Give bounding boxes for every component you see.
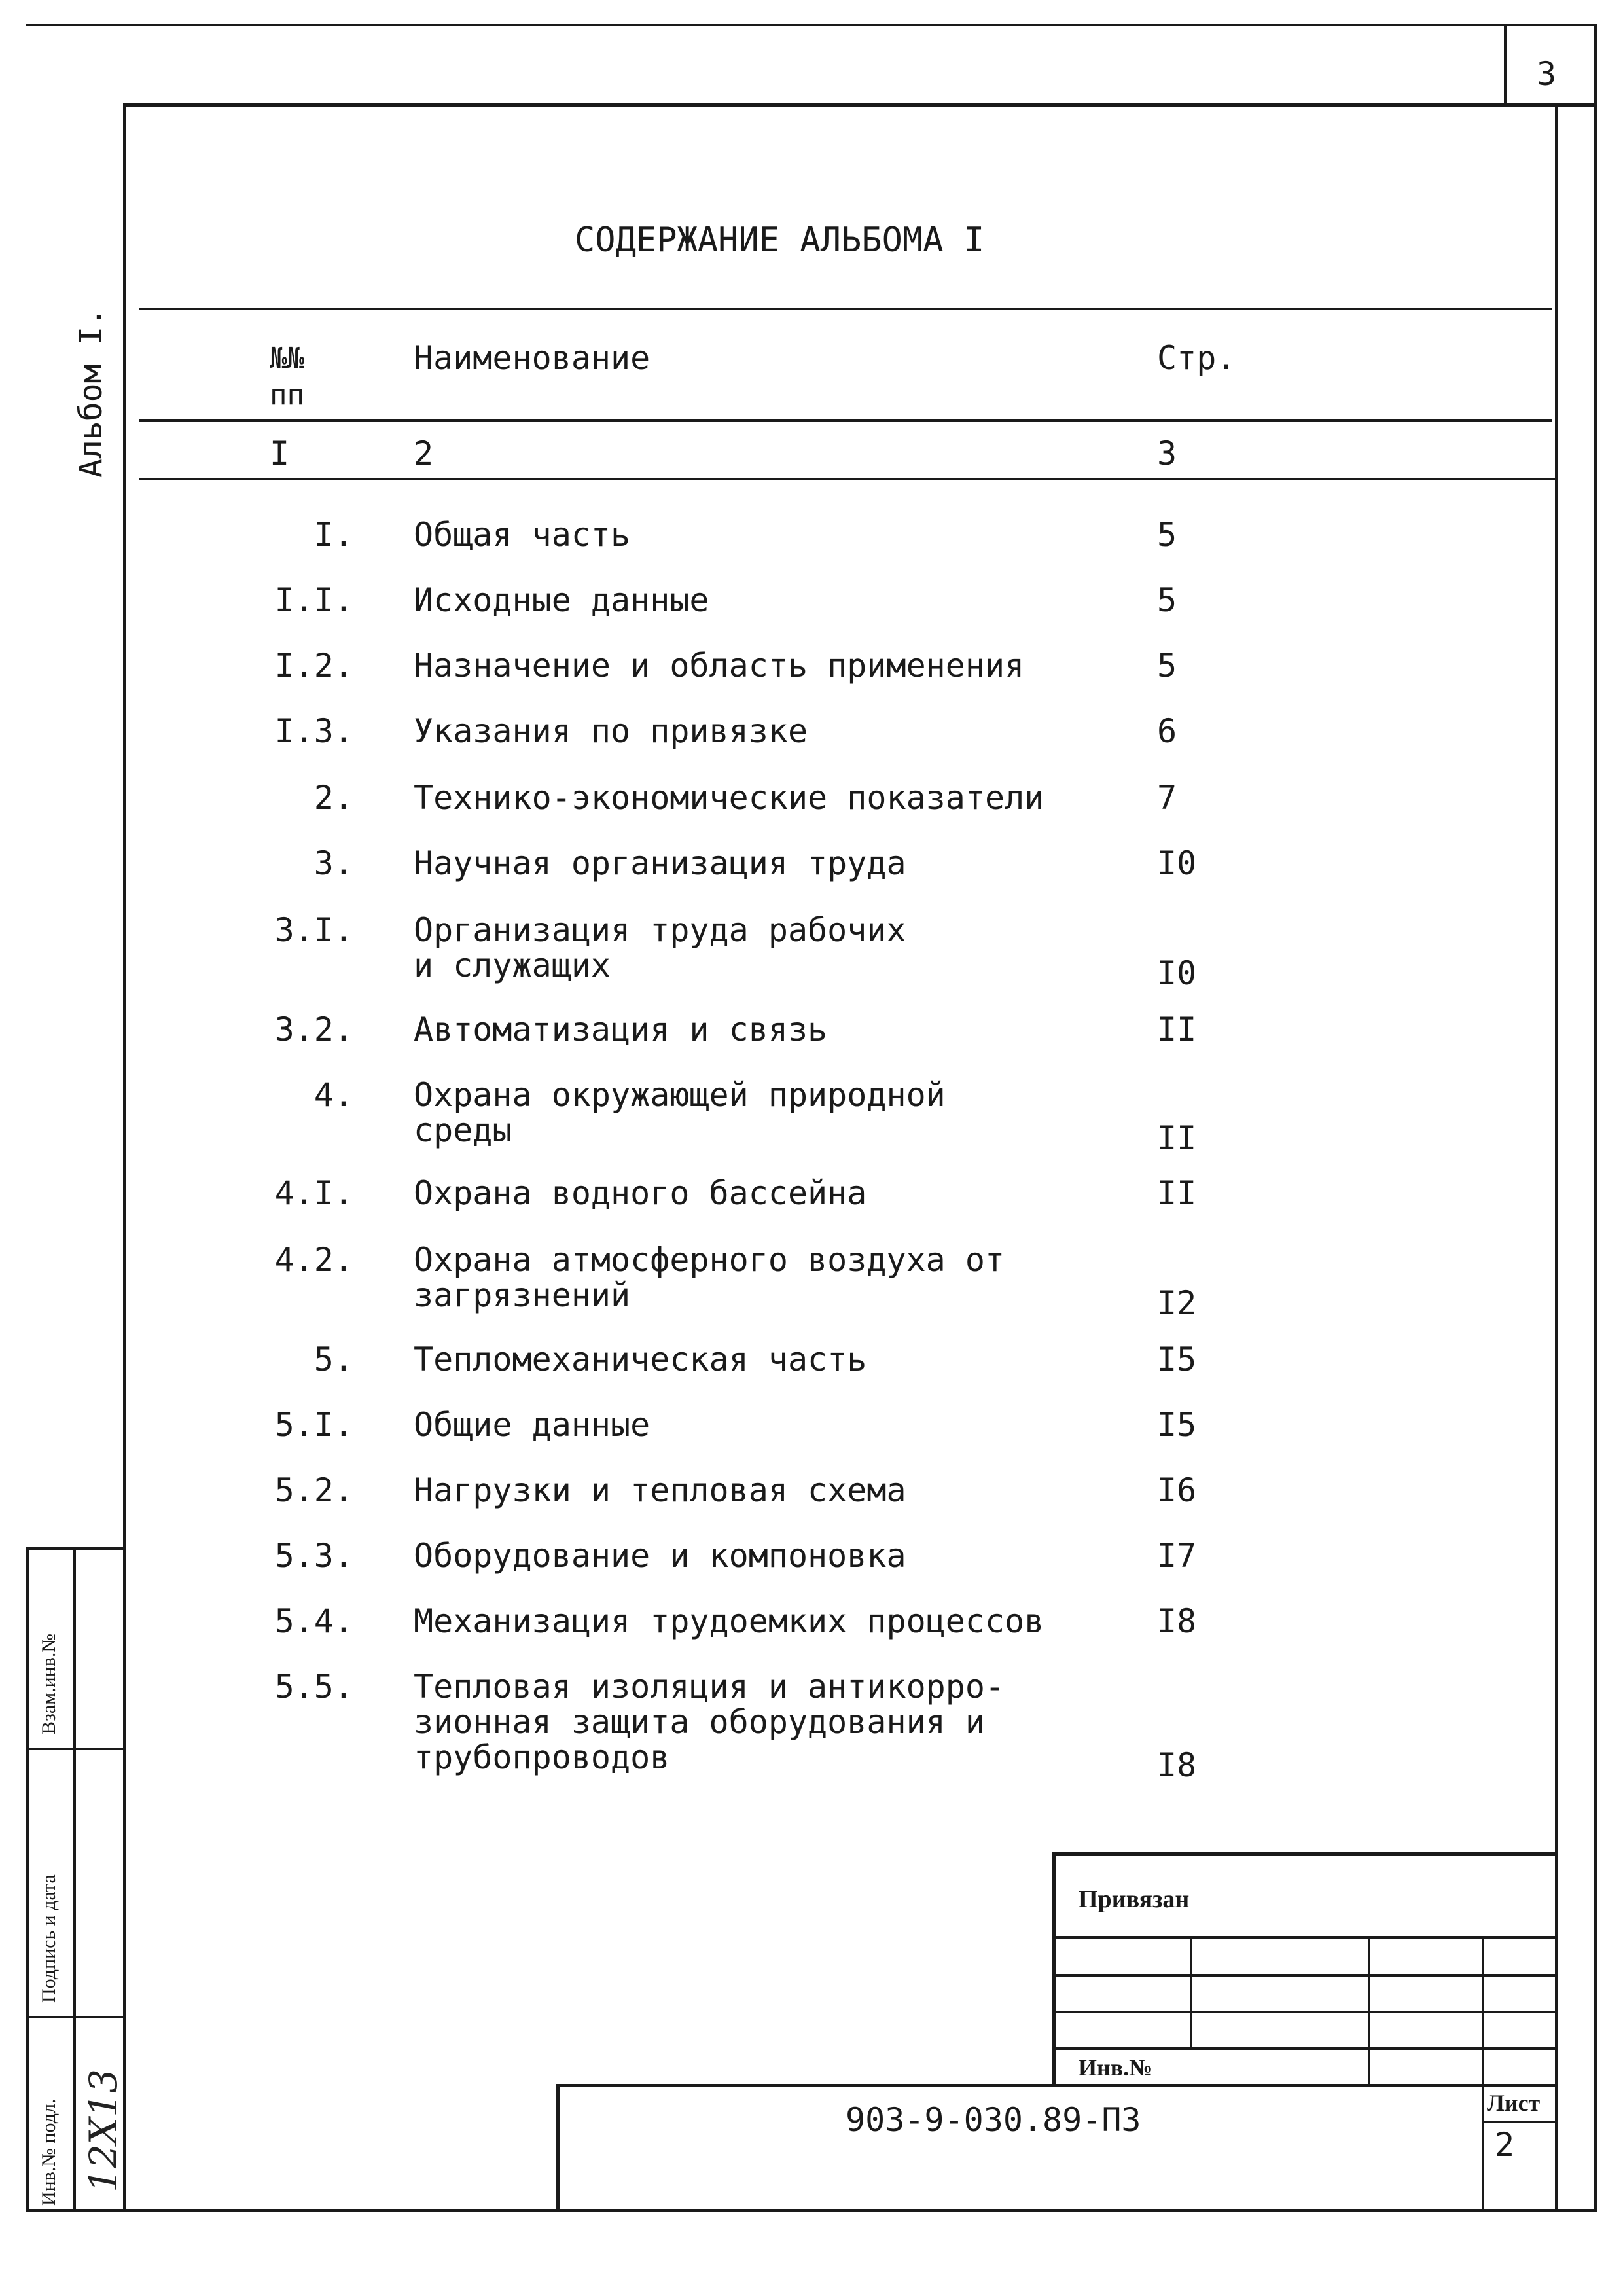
contents-row-number: 3.I. [274,911,353,949]
margin-inv-podl: Инв.№ подл. [38,2098,60,2206]
stamp-grid-col-3 [1482,1936,1484,2085]
contents-row-number: 5.I. [274,1406,353,1444]
contents-row-number: 5.2. [274,1471,353,1509]
table-header-bottom-rule [139,478,1555,480]
contents-row-title: Охрана окружающей природной [414,1076,946,1114]
contents-row-title: Оборудование и компоновка [414,1537,906,1575]
contents-row-title: Охрана водного бассейна [414,1174,867,1212]
contents-row-page: 6 [1157,712,1177,750]
inv-label: Инв.№ [1079,2054,1153,2081]
contents-row-page: I7 [1157,1537,1197,1575]
page-number-box-right [1594,24,1597,105]
sheet-label: Лист [1487,2090,1541,2116]
contents-row-title: Автоматизация и связь [414,1011,828,1049]
document-title: СОДЕРЖАНИЕ АЛЬБОМА I [575,221,985,260]
contents-row-title: Научная организация труда [414,844,906,882]
contents-row-title: Исходные данные [414,581,709,619]
contents-row-title: и служащих [414,946,611,984]
contents-row-page: I5 [1157,1340,1197,1378]
table-header-mid-rule [139,419,1552,422]
page-number: 3 [1537,55,1557,93]
contents-row-page: I6 [1157,1471,1197,1509]
contents-row-title: Тепловая изоляция и антикорро- [414,1668,1005,1706]
contents-row-number: I.3. [274,712,353,750]
contents-row-number: 4. [313,1076,353,1114]
margin-vzam-inv: Взам.инв.№ [38,1633,60,1734]
contents-row-page: I8 [1157,1602,1197,1640]
contents-row-number: 4.I. [274,1174,353,1212]
sheet-row-rule [1482,2121,1558,2123]
margin-strip-rule-2 [26,2016,126,2018]
contents-row-page: 5 [1157,647,1177,685]
header-num: №№ пп [270,342,304,412]
stamp-grid-col-1 [1190,1936,1192,2049]
contents-row-page: 7 [1157,779,1177,817]
header-name: Наименование [414,339,651,377]
margin-podpis-data: Подпись и дата [38,1874,60,2003]
privyazan-label: Привязан [1079,1886,1190,1913]
table-header-top-rule [139,308,1552,310]
contents-row-number: 3.2. [274,1011,353,1049]
contents-row-page: II [1157,1119,1197,1157]
contents-row-page: I0 [1157,844,1197,882]
page-number-box-left [1504,24,1507,105]
contents-row-title: Общая часть [414,516,631,554]
contents-row-number: 5.4. [274,1602,353,1640]
code-block-top-rule [556,2084,1558,2087]
sheet-number: 2 [1495,2126,1515,2164]
frame-left [123,103,126,2212]
margin-strip-top-rule [26,1547,126,1550]
contents-row-number: I.2. [274,647,353,685]
contents-row-title: Назначение и область применения [414,647,1025,685]
frame-top [123,103,1597,107]
index-page: 3 [1157,435,1177,473]
contents-row-title: загрязнений [414,1276,631,1314]
contents-row-title: среды [414,1111,512,1149]
margin-handwritten-number: 12X13 [81,2069,126,2193]
contents-row-title: зионная защита оборудования и [414,1703,985,1741]
contents-row-page: 5 [1157,516,1177,554]
contents-row-page: II [1157,1174,1197,1212]
contents-row-title: Общие данные [414,1406,651,1444]
contents-row-title: трубопроводов [414,1738,670,1776]
contents-row-number: 5.5. [274,1668,353,1706]
margin-strip-divider [73,1547,76,2212]
contents-row-page: II [1157,1011,1197,1049]
contents-row-page: I2 [1157,1284,1197,1322]
index-num: I [270,435,290,473]
contents-row-page: 5 [1157,581,1177,619]
document-code: 903-9-030.89-ПЗ [846,2101,1141,2139]
top-rule [26,24,1597,26]
album-side-label: Альбом I. [73,307,109,478]
frame-right [1555,103,1558,2212]
contents-row-title: Указания по привязке [414,712,808,750]
frame-outer-right [1594,103,1597,2212]
sheet-col-rule [1482,2084,1484,2212]
contents-row-page: I0 [1157,954,1197,992]
contents-row-number: 5. [313,1340,353,1378]
contents-row-page: I8 [1157,1746,1197,1784]
contents-row-title: Тепломеханическая часть [414,1340,867,1378]
contents-row-number: 5.3. [274,1537,353,1575]
margin-strip-rule-1 [26,1748,126,1750]
contents-row-title: Охрана атмосферного воздуха от [414,1241,1005,1279]
contents-row-number: I. [313,516,353,554]
stamp-grid-col-2 [1368,1936,1370,2085]
header-page: Стр. [1157,339,1236,377]
contents-row-title: Организация труда рабочих [414,911,906,949]
code-block-left-rule [556,2084,560,2212]
contents-row-title: Технико-экономические показатели [414,779,1044,817]
frame-bottom [26,2209,1597,2212]
index-name: 2 [414,435,434,473]
contents-row-number: 4.2. [274,1241,353,1279]
contents-row-number: I.I. [274,581,353,619]
contents-row-number: 2. [313,779,353,817]
contents-row-title: Нагрузки и тепловая схема [414,1471,906,1509]
stamp-top-rule [1052,1852,1558,1856]
contents-row-title: Механизация трудоемких процессов [414,1602,1044,1640]
contents-row-number: 3. [313,844,353,882]
margin-strip-left-rule [26,1547,29,2212]
contents-row-page: I5 [1157,1406,1197,1444]
